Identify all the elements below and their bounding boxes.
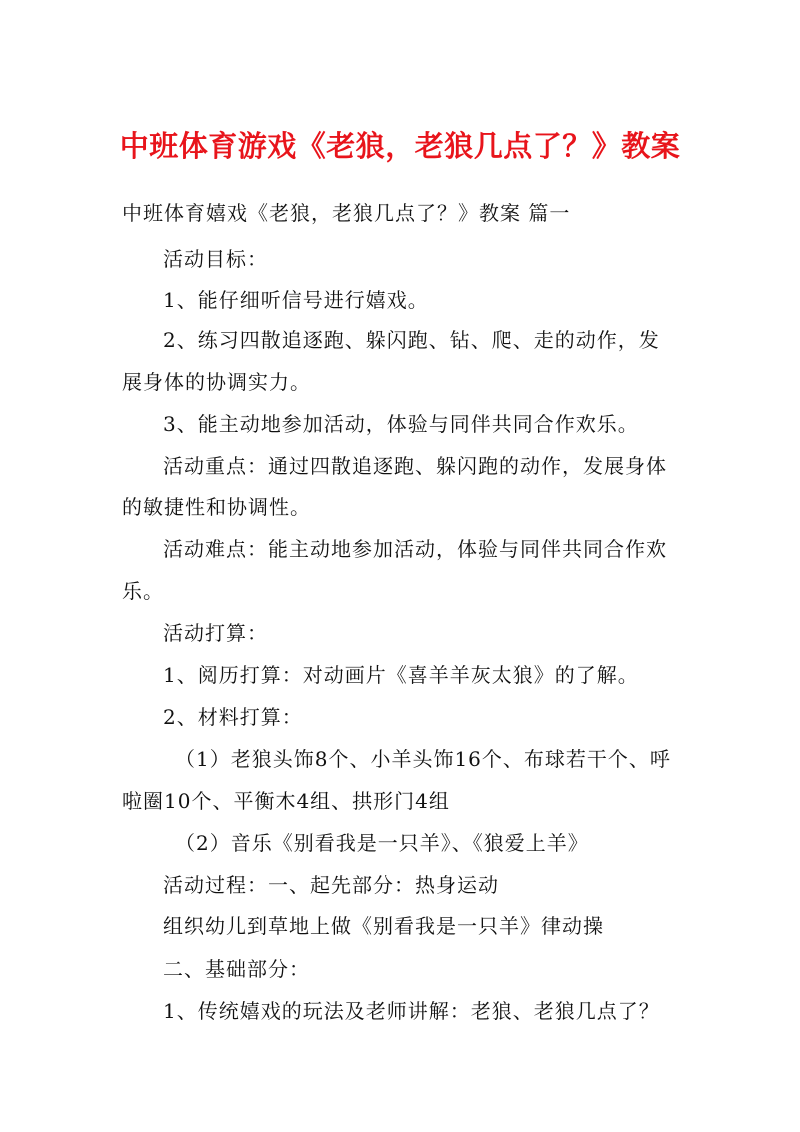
paragraph-line: 2、材料打算： (163, 705, 303, 729)
paragraph-line: （2）音乐《别看我是一只羊》、《狼爱上羊》 (175, 831, 589, 855)
section-heading: 中班体育嬉戏《老狼，老狼几点了？》教案 篇一 (122, 201, 571, 225)
paragraph-line: 1、传统嬉戏的玩法及老师讲解：老狼、老狼几点了？ (163, 999, 660, 1023)
paragraph-line: （1）老狼头饰8个、小羊头饰16个、布球若干个、呼 (175, 747, 671, 771)
paragraph-line: 1、能仔细听信号进行嬉戏。 (163, 288, 429, 312)
document-title: 中班体育游戏《老狼，老狼几点了？》教案 (119, 129, 681, 163)
paragraph-line: 组织幼儿到草地上做《别看我是一只羊》律动操 (163, 914, 604, 938)
paragraph-line: 活动打算： (163, 621, 268, 645)
paragraph-line: 乐。 (122, 579, 164, 603)
paragraph-line: 活动难点：能主动地参加活动，体验与同伴共同合作欢 (163, 537, 667, 561)
paragraph-line: 3、能主动地参加活动，体验与同伴共同合作欢乐。 (163, 412, 639, 436)
paragraph-line: 展身体的协调实力。 (122, 370, 311, 394)
paragraph-line: 2、练习四散追逐跑、躲闪跑、钻、爬、走的动作，发 (163, 328, 660, 352)
paragraph-line: 活动目标： (163, 247, 268, 271)
paragraph-line: 二、基础部分： (163, 957, 310, 981)
paragraph-line: 活动过程：一、起先部分：热身运动 (163, 873, 499, 897)
paragraph-line: 1、阅历打算：对动画片《喜羊羊灰太狼》的了解。 (163, 663, 639, 687)
paragraph-line: 的敏捷性和协调性。 (122, 495, 311, 519)
paragraph-line: 活动重点：通过四散追逐跑、躲闪跑的动作，发展身体 (163, 454, 667, 478)
paragraph-line: 啦圈10个、平衡木4组、拱形门4组 (122, 789, 450, 813)
